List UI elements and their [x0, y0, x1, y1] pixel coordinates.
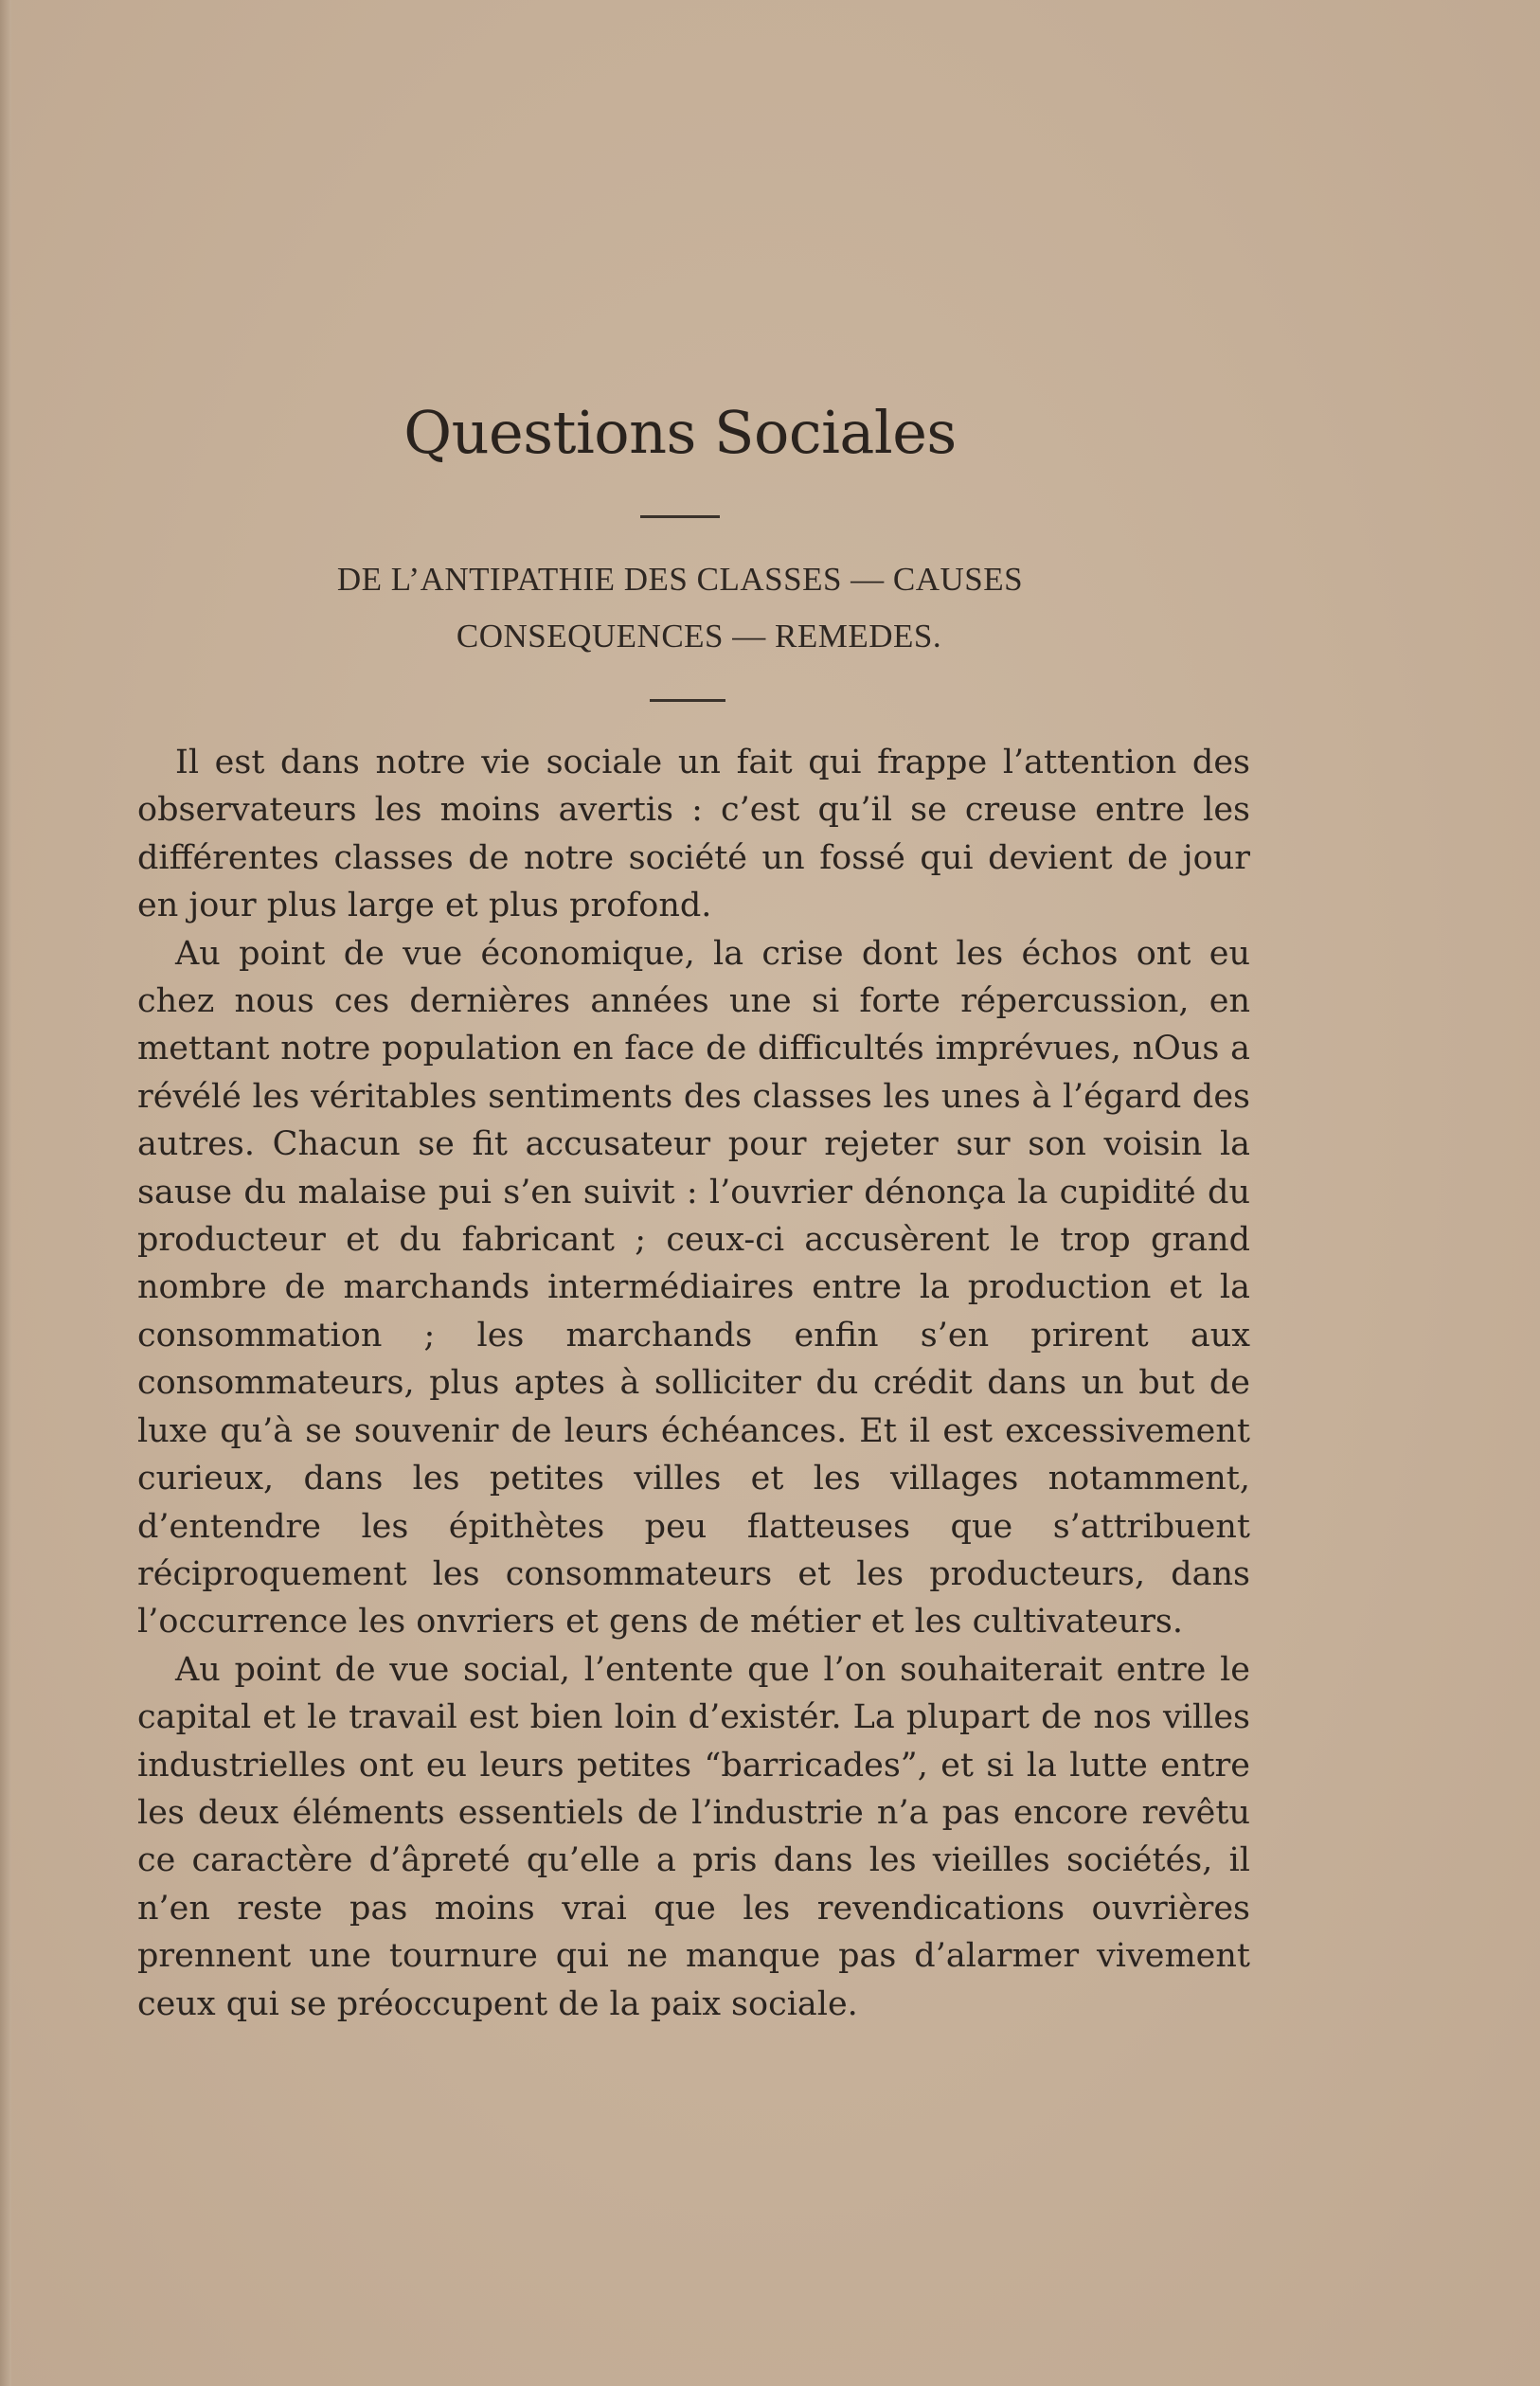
- page-title: Questions Sociales: [403, 398, 957, 467]
- page-binding-edge: [0, 0, 11, 2386]
- paragraph-1: Il est dans notre vie sociale un fait qui frappe l’attention des observateurs les moins avertis : c’est qu’il se creuse entre les différentes classes de notre société un fossé qui devient de jour en jour plus large et plus profond.: [137, 744, 1250, 925]
- paragraph-2: Au point de vue économique, la crise dont les échos ont eu chez nous ces dernières années une si forte répercussion, en mettant notre population en face de difficultés imprévues, nOus a révélé les véritables sentiments des classes les unes à l’égard des autres. Chacun se fit accusateur pour rejeter sur son voisin la sause du malaise pui s’en suivit : l’ouvrier dénonça la cupidité du producteur et du fabricant ; ceux-ci accusèrent le trop grand nombre de marchands intermédiaires entre la production et la consommation ; les marchands enfin s’en prirent aux consommateurs, plus aptes à solliciter du crédit dans un but de luxe qu’à se souvenir de leurs échéances. Et il est excessivement curieux, dans les petites villes et les villages notamment, d’entendre les épithètes peu flatteuses que s’attribuent réciproquement les consommateurs et les producteurs, dans l’occurrence les onvriers et gens de métier et les cultivateurs.: [137, 934, 1250, 1641]
- subtitle-line-1: DE L’ANTIPATHIE DES CLASSES — CAUSES: [336, 561, 1024, 598]
- article-body: [137, 739, 1250, 2028]
- title-divider: [640, 515, 720, 518]
- paragraph-3: Au point de vue social, l’entente que l’on souhaiterait entre le capital et le travail est bien loin d’existér. La plupart de nos villes industrielles ont eu leurs petites “barricades”, et si la lutte entre les deux éléments essentiels de l’industrie n’a pas encore revêtu ce caractère d’âpreté qu’elle a pris dans les vieilles sociétés, il n’en reste pas moins vrai que les revendications ouvrières prennent une tournure qui ne manque pas d’alarmer vivement ceux qui se préoccupent de la paix sociale.: [137, 1650, 1250, 2023]
- subtitle-divider: [650, 699, 725, 702]
- subtitle-line-2: CONSEQUENCES — REMEDES.: [456, 618, 942, 655]
